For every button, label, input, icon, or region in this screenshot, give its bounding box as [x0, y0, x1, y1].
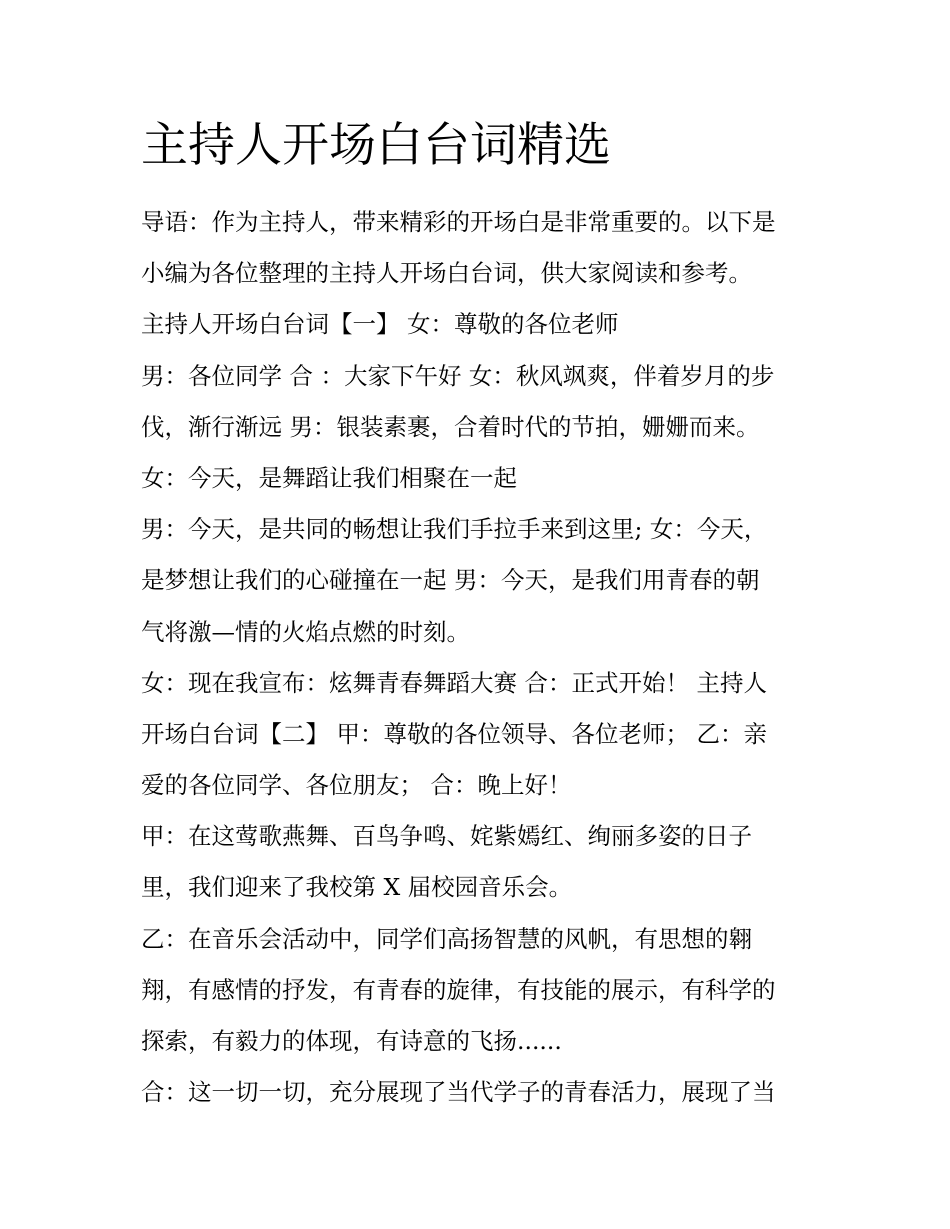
text-line: 男：各位同学 合 ：大家下午好 女：秋风飒爽，伴着岁月的步	[141, 361, 775, 390]
text-line: 主持人开场白台词【一】 女：尊敬的各位老师	[141, 310, 619, 339]
text-line: 男：今天，是共同的畅想让我们手拉手来到这里; 女：今天，	[141, 515, 768, 544]
text-line: 爱的各位同学、各位朋友； 合：晚上好！	[141, 771, 572, 800]
text-line: 伐，渐行渐远 男：银装素裹，合着时代的节拍，姗姗而来。	[141, 412, 760, 441]
document-body	[141, 197, 821, 1118]
text-line: 合：这一切一切，充分展现了当代学子的青春活力，展现了当	[141, 1078, 776, 1107]
text-line: 小编为各位整理的主持人开场白台词，供大家阅读和参考。	[141, 259, 752, 288]
text-line: 探索，有毅力的体现，有诗意的飞扬......	[141, 1027, 562, 1055]
text-line: 女：今天，是舞蹈让我们相聚在一起	[141, 463, 517, 492]
text-line: 女：现在我宣布：炫舞青春舞蹈大赛 合：正式开始！ 主持人	[141, 668, 767, 697]
text-line: 里，我们迎来了我校第 X 届校园音乐会。	[141, 873, 573, 902]
text-line: 开场白台词【二】 甲：尊敬的各位领导、各位老师； 乙：亲	[141, 719, 767, 748]
text-line: 导语：作为主持人，带来精彩的开场白是非常重要的。以下是	[141, 208, 776, 236]
text-line: 气将激—情的火焰点燃的时刻。	[141, 617, 470, 646]
document-title: 主持人开场白台词精选	[141, 118, 611, 173]
text-line: 乙：在音乐会活动中，同学们高扬智慧的风帆，有思想的翱	[141, 924, 752, 953]
text-line: 翔，有感情的抒发，有青春的旋律，有技能的展示，有科学的	[141, 975, 776, 1004]
text-line: 甲：在这莺歌燕舞、百鸟争鸣、姹紫嫣红、绚丽多姿的日子	[141, 822, 752, 851]
document-page	[141, 0, 821, 1229]
text-line: 是梦想让我们的心碰撞在一起 男：今天，是我们用青春的朝	[141, 566, 760, 595]
